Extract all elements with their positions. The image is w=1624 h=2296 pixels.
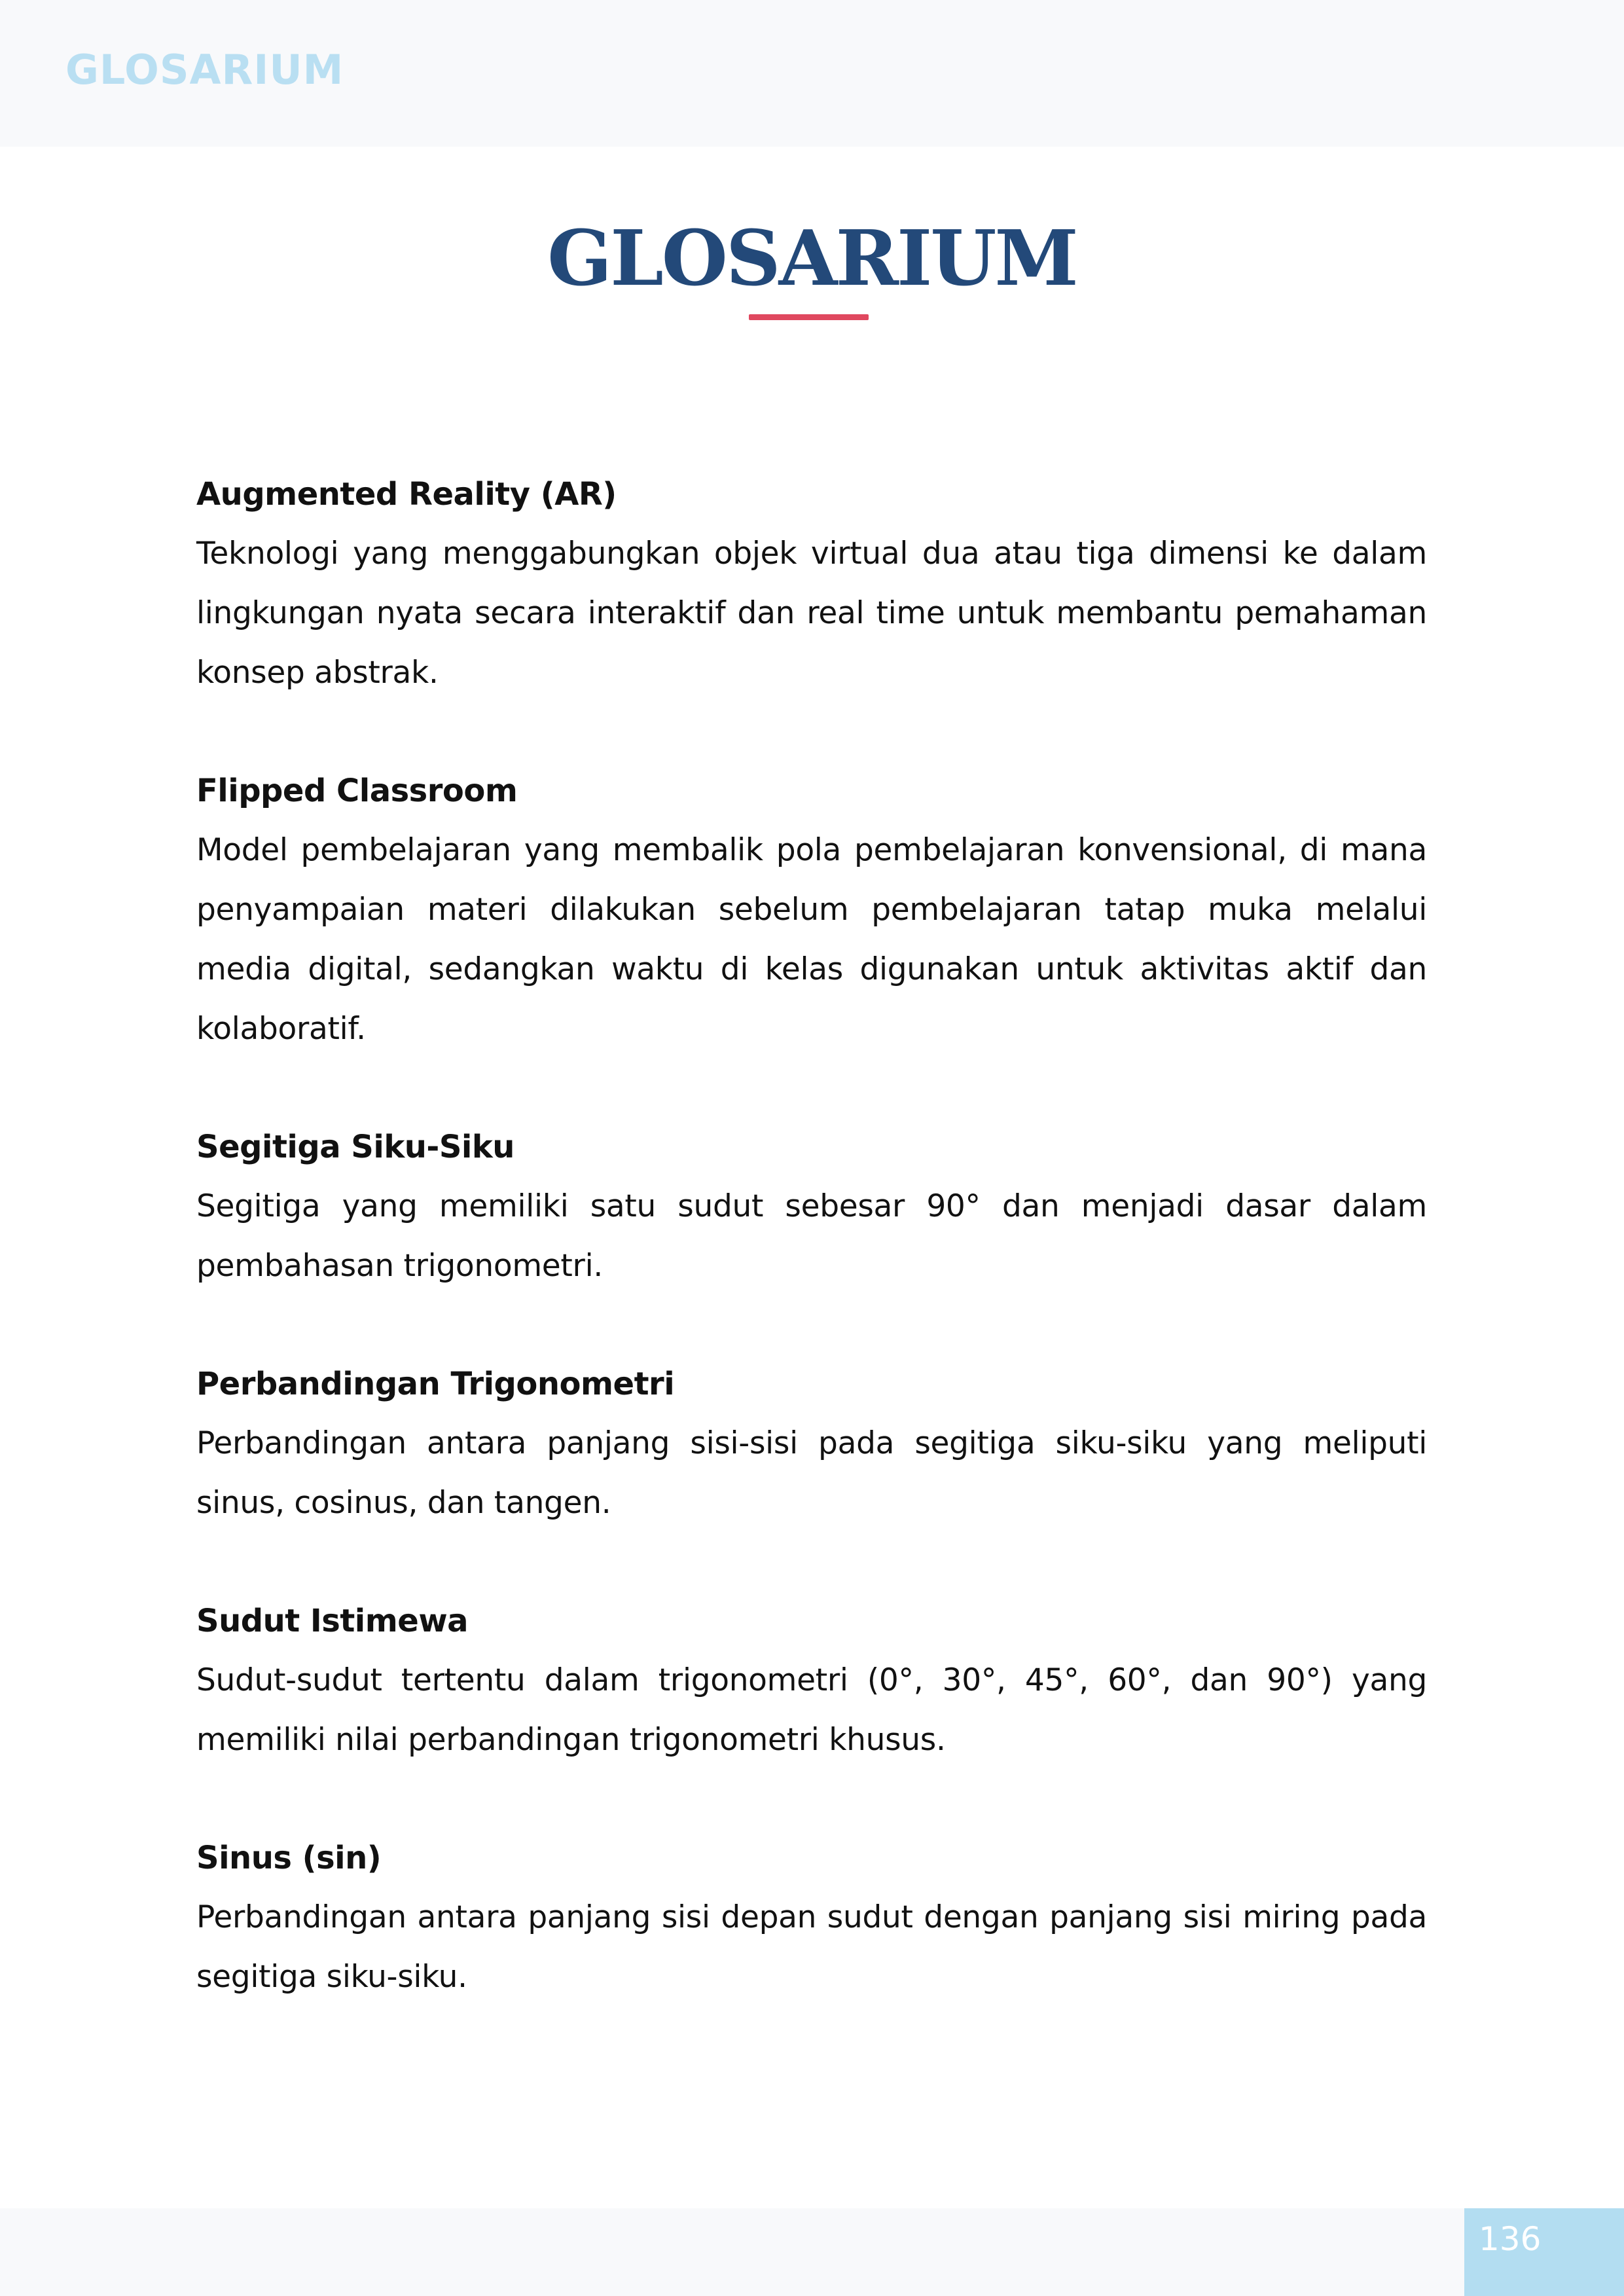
glossary-term: Segitiga Siku-Siku [196, 1129, 514, 1165]
glossary-entry [196, 1829, 1427, 2007]
glossary-term: Perbandingan Trigonometri [196, 1366, 675, 1402]
glossary-entry [196, 465, 1427, 702]
glossary-definition: Sudut-sudut tertentu dalam trigonometri (0°, 30°, 45°, 60°, dan 90°) yang memiliki nilai perbandingan trigonometri khusus. [196, 1662, 1427, 1758]
glossary-definition: Perbandingan antara panjang sisi depan sudut dengan panjang sisi miring pada segitiga siku-siku. [196, 1899, 1427, 1995]
page-number: 136 [1479, 2220, 1542, 2258]
title-underline [749, 314, 869, 320]
glossary-definition: Segitiga yang memiliki satu sudut sebesar 90° dan menjadi dasar dalam pembahasan trigonometri. [196, 1188, 1427, 1284]
glossary-entry [196, 1592, 1427, 1770]
glossary-term: Augmented Reality (AR) [196, 476, 617, 513]
glossary-definition: Teknologi yang menggabungkan objek virtual dua atau tiga dimensi ke dalam lingkungan nyata secara interaktif dan real time untuk membantu pemahaman konsep abstrak. [196, 536, 1427, 691]
glossary-term: Flipped Classroom [196, 773, 518, 809]
glossary-definition: Model pembelajaran yang membalik pola pembelajaran konvensional, di mana penyampaian materi dilakukan sebelum pembelajaran tatap muka melalui media digital, sedangkan waktu di kelas digunakan untuk aktivitas aktif dan kolaboratif. [196, 832, 1427, 1047]
running-header-label: GLOSARIUM [65, 46, 344, 94]
glossary-list [196, 465, 1427, 2066]
page-title: GLOSARIUM [547, 214, 1077, 303]
glossary-term: Sinus (sin) [196, 1840, 382, 1876]
glossary-entry [196, 1118, 1427, 1296]
glossary-term: Sudut Istimewa [196, 1603, 469, 1639]
glossary-definition: Perbandingan antara panjang sisi-sisi pada segitiga siku-siku yang meliputi sinus, cosinus, dan tangen. [196, 1425, 1427, 1521]
page-header [0, 0, 1624, 147]
glossary-entry [196, 1355, 1427, 1533]
page-footer [0, 2208, 1624, 2296]
glossary-entry [196, 761, 1427, 1059]
page-number-box [1464, 2208, 1624, 2296]
